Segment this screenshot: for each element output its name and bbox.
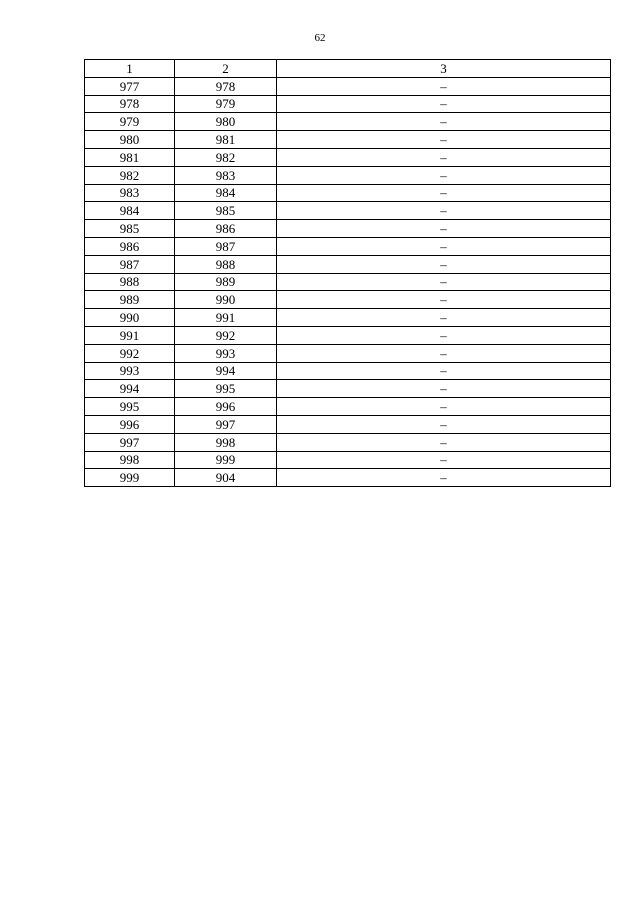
table-cell-col-1: 995 bbox=[85, 398, 175, 416]
table-cell-col-3: – bbox=[277, 255, 611, 273]
table-row bbox=[85, 273, 611, 291]
table-row bbox=[85, 95, 611, 113]
table-cell-col-2: 985 bbox=[175, 202, 277, 220]
table-cell-col-3: – bbox=[277, 291, 611, 309]
table-cell-col-2: 988 bbox=[175, 255, 277, 273]
table-cell-col-3: – bbox=[277, 148, 611, 166]
table-cell-col-3: – bbox=[277, 220, 611, 238]
table-cell-col-2: 995 bbox=[175, 380, 277, 398]
column-header-2: 2 bbox=[175, 60, 277, 78]
table-cell-col-1: 977 bbox=[85, 77, 175, 95]
table-cell-col-2: 998 bbox=[175, 433, 277, 451]
table-cell-col-1: 978 bbox=[85, 95, 175, 113]
table-cell-col-2: 991 bbox=[175, 309, 277, 327]
table-row bbox=[85, 380, 611, 398]
table-row bbox=[85, 237, 611, 255]
table-row bbox=[85, 220, 611, 238]
page-number: 62 bbox=[314, 32, 326, 44]
table-cell-col-2: 993 bbox=[175, 344, 277, 362]
table-row bbox=[85, 309, 611, 327]
table-cell-col-2: 994 bbox=[175, 362, 277, 380]
table-cell-col-3: – bbox=[277, 344, 611, 362]
table-cell-col-2: 992 bbox=[175, 326, 277, 344]
table-row bbox=[85, 415, 611, 433]
table-cell-col-3: – bbox=[277, 77, 611, 95]
table-row bbox=[85, 398, 611, 416]
table-row bbox=[85, 202, 611, 220]
table-row bbox=[85, 77, 611, 95]
table-cell-col-3: – bbox=[277, 380, 611, 398]
column-header-1: 1 bbox=[85, 60, 175, 78]
table-cell-col-2: 987 bbox=[175, 237, 277, 255]
table-cell-col-2: 990 bbox=[175, 291, 277, 309]
table-cell-col-1: 984 bbox=[85, 202, 175, 220]
table-row bbox=[85, 362, 611, 380]
table-cell-col-1: 979 bbox=[85, 113, 175, 131]
table-row bbox=[85, 184, 611, 202]
table-cell-col-3: – bbox=[277, 131, 611, 149]
table-row bbox=[85, 255, 611, 273]
table-cell-col-3: – bbox=[277, 95, 611, 113]
table-cell-col-3: – bbox=[277, 184, 611, 202]
table-cell-col-1: 987 bbox=[85, 255, 175, 273]
table-cell-col-2: 980 bbox=[175, 113, 277, 131]
table-cell-col-2: 982 bbox=[175, 148, 277, 166]
table-row bbox=[85, 113, 611, 131]
table-cell-col-3: – bbox=[277, 309, 611, 327]
table-cell-col-1: 988 bbox=[85, 273, 175, 291]
table-cell-col-2: 997 bbox=[175, 415, 277, 433]
table-cell-col-3: – bbox=[277, 415, 611, 433]
table-row bbox=[85, 166, 611, 184]
table-cell-col-3: – bbox=[277, 166, 611, 184]
table-cell-col-3: – bbox=[277, 113, 611, 131]
table-cell-col-1: 996 bbox=[85, 415, 175, 433]
table-cell-col-1: 993 bbox=[85, 362, 175, 380]
table-cell-col-3: – bbox=[277, 202, 611, 220]
table-cell-col-2: 979 bbox=[175, 95, 277, 113]
table-row bbox=[85, 433, 611, 451]
table-cell-col-1: 982 bbox=[85, 166, 175, 184]
table-cell-col-2: 984 bbox=[175, 184, 277, 202]
table-cell-col-3: – bbox=[277, 362, 611, 380]
table-cell-col-3: – bbox=[277, 326, 611, 344]
table-cell-col-1: 997 bbox=[85, 433, 175, 451]
table-row bbox=[85, 291, 611, 309]
table-cell-col-1: 990 bbox=[85, 309, 175, 327]
table-cell-col-1: 992 bbox=[85, 344, 175, 362]
table-cell-col-3: – bbox=[277, 273, 611, 291]
table-cell-col-2: 986 bbox=[175, 220, 277, 238]
table-cell-col-3: – bbox=[277, 237, 611, 255]
table-cell-col-1: 989 bbox=[85, 291, 175, 309]
table-cell-col-2: 989 bbox=[175, 273, 277, 291]
table-row bbox=[85, 148, 611, 166]
table-cell-col-2: 981 bbox=[175, 131, 277, 149]
table-cell-col-2: 996 bbox=[175, 398, 277, 416]
table-cell-col-1: 999 bbox=[85, 469, 175, 487]
table-cell-col-1: 983 bbox=[85, 184, 175, 202]
table-cell-col-1: 991 bbox=[85, 326, 175, 344]
table-cell-col-2: 978 bbox=[175, 77, 277, 95]
table-cell-col-1: 985 bbox=[85, 220, 175, 238]
table-cell-col-1: 981 bbox=[85, 148, 175, 166]
table-row bbox=[85, 326, 611, 344]
table-cell-col-2: 904 bbox=[175, 469, 277, 487]
table-row bbox=[85, 344, 611, 362]
table-cell-col-1: 994 bbox=[85, 380, 175, 398]
table-cell-col-3: – bbox=[277, 451, 611, 469]
table-cell-col-3: – bbox=[277, 433, 611, 451]
table-header-row bbox=[85, 60, 611, 78]
table-cell-col-2: 999 bbox=[175, 451, 277, 469]
table-cell-col-3: – bbox=[277, 398, 611, 416]
table-cell-col-1: 986 bbox=[85, 237, 175, 255]
table-cell-col-3: – bbox=[277, 469, 611, 487]
table-row bbox=[85, 469, 611, 487]
table-cell-col-1: 980 bbox=[85, 131, 175, 149]
data-table bbox=[84, 59, 611, 487]
table-cell-col-2: 983 bbox=[175, 166, 277, 184]
table-row bbox=[85, 131, 611, 149]
table-cell-col-1: 998 bbox=[85, 451, 175, 469]
table-row bbox=[85, 451, 611, 469]
column-header-3: 3 bbox=[277, 60, 611, 78]
table-body bbox=[85, 77, 611, 486]
